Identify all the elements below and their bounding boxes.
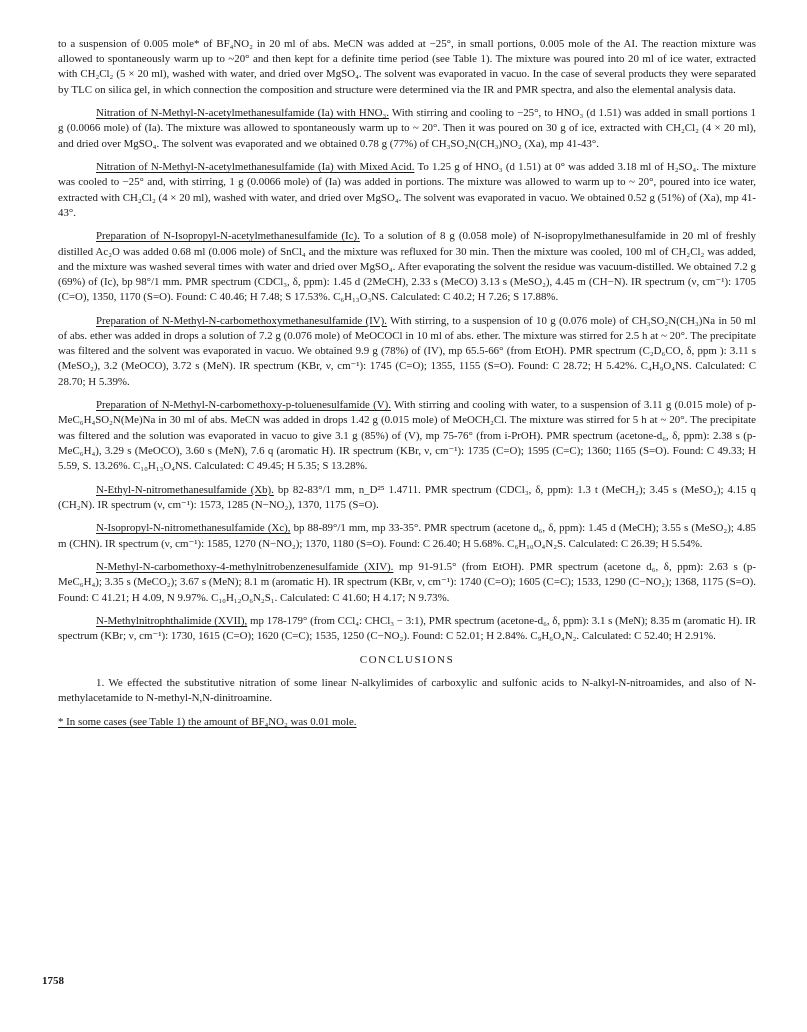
body-text — [58, 37, 756, 730]
section-title: Nitration of N-Methyl-N-acetylmethanesulfamide (Ia) with Mixed Acid. — [96, 161, 415, 174]
paragraph-body: To 1.25 g of HNO₃ (d 1.51) at 0° was added 3.18 ml of H₂SO₄. The mixture was cooled to −25° and, with stirring, 1 g (0.0066 mole) of (Ia) was added in portions. The mixture was allowed to warm up to ~ 20°, poured into ice water, extracted with CH₂Cl₂ (4 × 20 ml), washed with water, and dried over MgSO₄. The solvent was evaporated in vacuo. We obtained 0.52 g (51%) of (Xa), mp 41-43°. — [58, 161, 756, 219]
paragraph-general-procedure — [58, 37, 756, 98]
paragraph-preparation-v — [58, 398, 756, 474]
section-title: Preparation of N-Methyl-N-carbomethoxymethanesulfamide (IV). — [96, 314, 388, 327]
section-title: N-Methylnitrophthalimide (XVII), — [96, 615, 248, 628]
section-title: Nitration of N-Methyl-N-acetylmethanesulfamide (Ia) with HNO₃. — [96, 107, 389, 120]
section-title: N-Methyl-N-carbomethoxy-4-methylnitrobenzenesulfamide (XIV). — [96, 561, 394, 574]
conclusions-heading: CONCLUSIONS — [359, 654, 455, 667]
paragraph-body: bp 88-89°/1 mm, mp 33-35°. PMR spectrum (acetone d₆, δ, ppm): 1.45 d (MeCH); 3.55 s (MeSO₂); 4.85 m (CHN). IR spectrum (ν, cm⁻¹): 1585, 1270 (N−NO₂); 1370, 1180 (S=O). Found: C 26.40; H 5.68%. C₆H₁₀O₄N₂S. Calculated: C 26.39; H 5.54%. — [58, 522, 757, 550]
footnote-text: * In some cases (see Table 1) the amount of BF₄NO₂ was 0.01 mole. — [58, 716, 357, 729]
section-title: N-Isopropyl-N-nitromethanesulfamide (Xc), — [96, 522, 291, 535]
paragraph-body: With stirring and cooling to −25°, to HNO₃ (d 1.51) was added in small portions 1 g (0.0066 mole) of (Ia). The mixture was allowed to spontaneously warm up to ~ 20°. Then it was poured on 30 g of ice, extracted with CH₂Cl₂ (4 × 20 ml), and dried over MgSO₄. The solvent was evaporated and we obtained 0.78 g (77%) of CH₃SO₂N(CH₃)NO₂ (Xa), mp 41-43°. — [58, 107, 756, 150]
paragraph-body: To a solution of 8 g (0.058 mole) of N-isopropylmethanesulfamide in 20 ml of freshly distilled Ac₂O was added 0.68 ml (0.006 mole) of SnCl₄ and the mixture was refluxed for 30 min. Then the mixture was cooled, 100 ml of CH₂Cl₂ was added, and the mixture was washed several times with water and dried over MgSO₄. After evaporating the solvent the residue was vacuum-distilled. We obtained 7.2 g (69%) of (Ic), bp 98°/1 mm. PMR spectrum (CDCl₃, δ, ppm): 1.45 d (2MeCH), 2.33 s (MeCO) 3.13 s (MeSO₂), 4.45 m (CH−N). IR spectrum (ν, cm⁻¹): 1705 (C=O), 1350, 1170 (S=O). Found: C 40.46; H 7.48; S 17.53%. C₆H₁₃O₃NS. Calculated: C 40.2; H 7.26; S 17.88%. — [58, 230, 757, 304]
paragraph-compound-xvii — [58, 614, 756, 644]
paragraph-body: With stirring, to a suspension of 10 g (0.076 mole) of CH₃SO₂N(CH₃)Na in 50 ml of abs. ether was added in drops a solution of 7.2 g (0.076 mole) of MeOCOCl in 10 ml of abs. ether. The mixture was stirred for 2.5 h at ~ 20°. The precipitate was filtered and the solvent was evaporated in vacuo. We obtained 9.9 g (78%) of (IV), mp 65.5-66° (from EtOH). PMR spectrum (C₂D₆CO, δ, ppm ): 3.11 s (MeSO₂), 3.2 (MeOCO), 3.72 s (MeN). IR spectrum (KBr, ν, cm⁻¹): 1745 (C=O); 1355, 1155 (S=O). Found: C 28.72; H 5.42%. C₄H₉O₄NS. Calculated: C 28.70; H 5.39%. — [58, 314, 757, 388]
paragraph-preparation-iv — [58, 314, 756, 390]
paragraph-body: to a suspension of 0.005 mole* of BF₄NO₂ in 20 ml of abs. MeCN was added at −25°, in small portions, 0.005 mole of the AI. The reaction mixture was allowed to spontaneously warm up to ~20° and then kept for a definite time period (see Table 1). The mixture was poured into 20 ml of ice water, extracted with CH₂Cl₂ (5 × 20 ml), washed with water, and dried over MgSO₄. The solvent was evaporated in vacuo. In the case of several products they were separated by TLC on silica gel, in which connection the composition and structure were determined via the IR and PMR spectra, and also the elemental analysis data. — [58, 38, 756, 96]
conclusion-item: 1. We effected the substitutive nitration of some linear N-alkylimides of carboxylic and sulfonic acids to N-alkyl-N-nitroamides, and also of N-methylacetamide to N-methyl-N,N-dinitroamine. — [58, 677, 756, 705]
paragraph-body: mp 178-179° (from CCl₄: CHCl₃ − 3:1), PMR spectrum (acetone-d₆, δ, ppm): 3.1 s (MeN); 8.35 m (aromatic H). IR spectrum (KBr; ν, cm⁻¹): 1730, 1615 (C=O); 1620 (C=C); 1535, 1250 (C−NO₂). Found: C 52.01; H 2.84%. C₉H₆O₄N₂. Calculated: C 52.40; H 2.91%. — [58, 615, 756, 643]
paragraph-nitration-mixed-acid — [58, 160, 756, 221]
paragraph-body: bp 82-83°/1 mm, n_D²⁵ 1.4711. PMR spectrum (CDCl₃, δ, ppm): 1.3 t (MeCH₂); 3.45 s (MeSO₂); 4.15 q (CH₂N). IR spectrum (ν, cm⁻¹): 1573, 1285 (N−NO₂), 1370, 1175 (S=O). — [58, 483, 756, 511]
section-title: N-Ethyl-N-nitromethanesulfamide (Xb). — [96, 483, 274, 496]
section-title: Preparation of N-Isopropyl-N-acetylmethanesulfamide (Ic). — [96, 230, 360, 243]
paragraph-compound-xb — [58, 483, 756, 513]
paragraph-body: With stirring and cooling with water, to a suspension of 3.11 g (0.015 mole) of p-MeC₆H₄SO₂N(Me)Na in 30 ml of abs. MeCN was added in drops 1.42 g (0.015 mole) of MeOCH₂Cl. The mixture was stirred for 5 h at ~ 20°. The precipitate was filtered and the solution was evaporated in vacuo to give 3.1 g (85%) of (V), mp 75-76° (from i-PrOH). PMR spectrum (acetone-d₆, δ, ppm): 2.38 s (p-MeC₆H₄), 3.29 s (MeOCO), 3.60 s (MeN), 7.6 q (aromatic H). IR spectrum (KBr, ν, cm⁻¹): 1735 (C=O); 1595 (C=C); 1360; 1165 (S=O). Found: C 49.33; H 5.59, S. 13.26%. C₁₀H₁₃O₄NS. Calculated: C 49.45; H 5.35; S 13.28%. — [58, 399, 756, 473]
section-title: Preparation of N-Methyl-N-carbomethoxy-p-toluenesulfamide (V). — [96, 399, 391, 412]
paragraph-preparation-ic — [58, 229, 756, 305]
paragraph-nitration-hno3 — [58, 106, 756, 152]
paragraph-body: mp 91-91.5° (from EtOH). PMR spectrum (acetone d₆, δ, ppm): 2.63 s (p-MeC₆H₄); 3.35 s (MeCO₂); 3.67 s (MeN); 8.1 m (aromatic H). IR spectrum (KBr, ν, cm⁻¹): 1740 (C=O); 1605 (C=C); 1533, 1290 (C−NO₂); 1368, 1175 (S=O). Found: C 41.21; H 4.09, N 9.97%. C₁₀H₁₂O₆N₂S₁. Calculated: C 41.60; H 4.17; N 9.73%. — [58, 561, 756, 604]
page-number: 1758 — [42, 975, 64, 987]
footnote — [58, 715, 756, 730]
paragraph-compound-xc — [58, 521, 756, 551]
paragraph-compound-xiv — [58, 560, 756, 606]
